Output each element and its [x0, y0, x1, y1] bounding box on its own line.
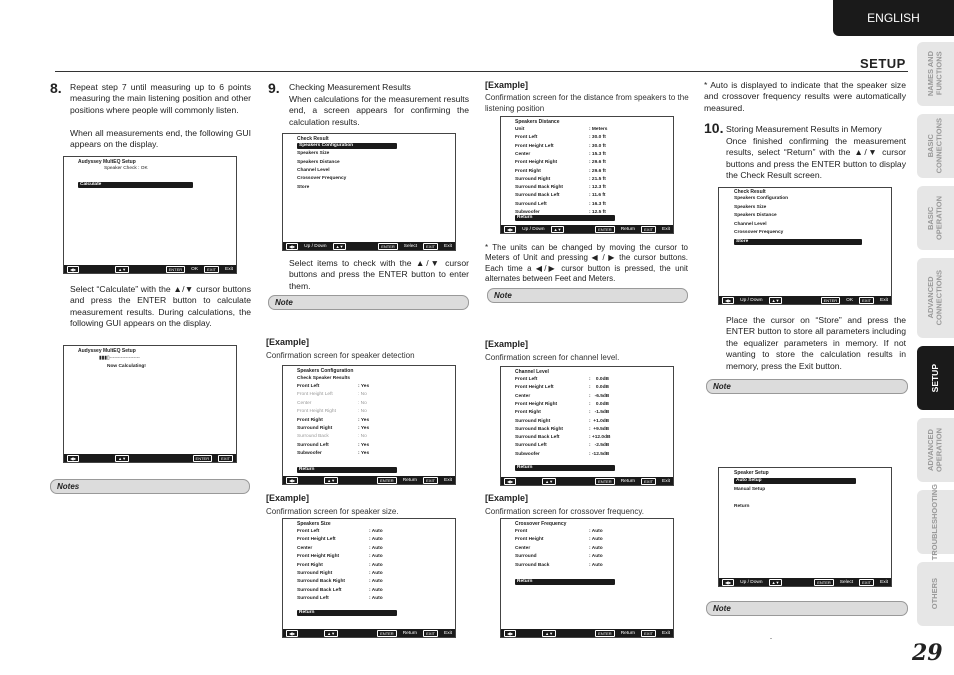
menu-item[interactable]: Channel Level — [734, 221, 767, 227]
exit-label: Exit — [662, 478, 670, 484]
side-tab-advanced-connections[interactable] — [917, 258, 954, 338]
row-value: : No — [358, 392, 367, 398]
step-8-select-text: Select “Calculate” with the ▲/▼ cursor buttons and press the ENTER button to calculate measurement results. During calculations, the following GUI appears on the display. — [70, 284, 251, 329]
step-9-number: 9. — [268, 80, 280, 96]
row-label: Front Height — [515, 537, 544, 543]
side-tab-label: TROUBLESHOOTING — [930, 483, 940, 561]
step-10-heading: Storing Measurement Results in Memory — [726, 124, 882, 134]
row-label: Surround Left — [297, 596, 329, 602]
example-caption: Confirmation screen for channel level. — [485, 353, 620, 362]
side-tab-setup[interactable] — [917, 346, 954, 410]
menu-item[interactable]: Auto Setup — [734, 478, 856, 484]
ok-label: OK — [191, 266, 199, 272]
row-value: : +12.0dB — [589, 435, 611, 441]
screen-title: Channel Level — [515, 369, 549, 375]
row-label: Surround Left — [515, 443, 547, 449]
return-label: Return — [402, 630, 418, 636]
calculate-screen — [63, 156, 237, 274]
title-divider — [55, 71, 908, 72]
row-label: Center — [297, 400, 312, 406]
side-tab-label: BASIC OPERATION — [926, 195, 944, 241]
row-label: Surround Back Left — [297, 587, 342, 593]
speaker-setup-screen — [718, 467, 892, 587]
side-tab-others[interactable] — [917, 562, 954, 626]
row-label: Subwoofer — [297, 451, 322, 457]
row-label: Front Height Right — [297, 554, 340, 560]
step-9-heading: Checking Measurement Results — [289, 82, 411, 92]
row-label: Center — [515, 545, 531, 551]
row-value: : No — [358, 434, 367, 440]
exit-label: Exit — [444, 243, 452, 249]
arrow-key: ◀▶ — [504, 630, 516, 637]
step-8-number: 8. — [50, 80, 62, 96]
side-tab-label: BASIC CONNECTIONS — [926, 118, 944, 174]
exit-key: EXIT — [423, 477, 438, 484]
row-label: Surround Right — [297, 426, 333, 431]
enter-key: ENTER — [377, 630, 397, 637]
row-label: Surround Back — [297, 434, 329, 440]
calculating-screen — [63, 345, 237, 463]
return-label: Return — [620, 630, 636, 636]
row-label: Front Height Left — [297, 392, 333, 398]
screen-title: Speakers Size — [297, 521, 331, 527]
row-label: Front Left — [297, 529, 320, 534]
distance-footnote: * The units can be changed by moving the cursor to Meters of Unit and pressing ◀ / ▶ the cursor buttons. Each time a ◀/▶ cursor button is pressed, the unit alternates between Feet and Meters. — [485, 243, 688, 284]
screen-title: Audyssey MultEQ Setup — [78, 159, 136, 165]
screen-status-bar — [283, 629, 455, 637]
row-label: Front Height Left — [515, 385, 554, 391]
calculate-item[interactable]: Calculate — [78, 182, 193, 188]
row-value: : +9.5dB — [589, 426, 610, 432]
enter-key: ENTER — [595, 478, 615, 485]
screen-title: Speakers Distance — [515, 119, 560, 125]
row-value: : 0.0dB — [589, 385, 609, 391]
row-value: : 21.5 ft — [589, 176, 606, 182]
row-value: : Auto — [369, 545, 383, 551]
row-value: : +1.0dB — [589, 418, 610, 424]
menu-item[interactable]: Store — [297, 184, 310, 190]
row-label: Surround Back Left — [515, 193, 560, 199]
auto-footnote: * Auto is displayed to indicate that the speaker size and crossover frequency results were automatically measured. — [704, 80, 906, 113]
row-label: Front Right — [515, 168, 541, 174]
row-value: : Auto — [369, 537, 383, 543]
row-value: : 12.3 ft — [589, 185, 606, 191]
note-bar-step9: Note — [268, 295, 469, 310]
updown-key: ▲▼ — [542, 478, 556, 485]
row-value: : -2.5dB — [589, 443, 610, 449]
row-label: Front Left — [515, 377, 538, 382]
return-item[interactable]: Return — [515, 579, 615, 585]
row-label: Center — [297, 545, 313, 551]
menu-item[interactable]: Speakers Distance — [734, 213, 777, 218]
side-tab-basic-operation[interactable] — [917, 186, 954, 250]
enter-key: ENTER — [595, 226, 615, 233]
progress-bar: ▮▮▮▯------------------- — [99, 356, 140, 361]
row-value: : Auto — [369, 562, 383, 568]
screen-status-bar: ◀▶ Up / Down ▲▼ ENTER OK EXIT Exit — [719, 296, 891, 304]
step-8-text-2: When all measurements end, the following GUI appears on the display. — [70, 128, 251, 150]
screen-status-bar: ◀▶ ▲▼ ENTER OK EXIT Exit — [64, 265, 236, 273]
enter-key: ENTER — [595, 630, 615, 637]
row-label: Surround Back Right — [297, 579, 345, 585]
row-value: : Auto — [589, 529, 603, 534]
example-caption: Confirmation screen for speaker detection — [266, 351, 415, 360]
arrow-key: ◀▶ — [286, 630, 298, 637]
check-result-screen — [282, 133, 456, 251]
arrow-key: ◀▶ — [504, 226, 516, 233]
updown-label: Up / Down — [740, 297, 763, 303]
row-label: Front Height Right — [297, 409, 336, 415]
row-value: : Auto — [369, 587, 383, 593]
step-10-text: Once finished confirming the measurement results, select “Return” with the ▲/▼ cursor buttons and press the ENTER button to display the Check Result screen. — [726, 136, 906, 181]
row-label: Unit — [515, 127, 525, 132]
row-label: Surround Left — [297, 442, 329, 448]
row-label: Front Left — [297, 384, 320, 389]
exit-key: EXIT — [641, 630, 656, 637]
updown-label: Up / Down — [740, 579, 763, 585]
language-tab: ENGLISH — [833, 0, 954, 36]
channel-level-screen — [500, 366, 674, 486]
row-value: : 0.0dB — [589, 401, 609, 407]
menu-item[interactable]: Crossover Frequency — [734, 230, 784, 235]
exit-label: Exit — [444, 630, 452, 636]
notes-bar: Notes — [50, 479, 250, 494]
screen-status-bar — [501, 629, 673, 637]
row-label: Surround Right — [515, 418, 551, 424]
note-bar-distance: Note — [487, 288, 688, 303]
row-label: Surround Back Right — [515, 426, 563, 432]
ok-label: OK — [846, 297, 854, 303]
example-heading: [Example] — [266, 493, 310, 503]
updown-key: ▲▼ — [324, 630, 338, 637]
row-value: : No — [358, 409, 367, 415]
row-value: : 12.5 ft — [589, 210, 606, 215]
row-value: : Auto — [589, 554, 603, 560]
return-label: Return — [402, 477, 418, 483]
screen-status-bar — [283, 476, 455, 484]
row-label: Center — [515, 151, 531, 157]
example-heading: [Example] — [485, 339, 529, 349]
enter-key: ENTER — [377, 477, 397, 484]
row-label: Surround Right — [297, 571, 333, 576]
screen-status-bar — [501, 225, 673, 233]
screen-title: Speaker Setup — [734, 470, 769, 476]
row-value: : Yes — [358, 426, 370, 431]
row-value: : Yes — [358, 417, 370, 423]
row-value: : No — [358, 400, 367, 406]
row-value: : Auto — [369, 579, 383, 585]
row-label: Subwoofer — [515, 451, 540, 457]
screen-title: Crossover Frequency — [515, 521, 567, 527]
example-caption: Confirmation screen for the distance from speakers to the listening position — [485, 93, 689, 113]
return-label: Return — [620, 226, 636, 232]
side-tab-label: SETUP — [929, 363, 940, 393]
screen-status-bar: ◀▶ Up / Down ▲▼ ENTER Select EXIT Exit — [719, 578, 891, 586]
row-label: Front — [515, 529, 528, 534]
row-value: : Auto — [369, 596, 383, 602]
updown-key: ▲▼ — [551, 226, 565, 233]
row-value: : Yes — [358, 384, 370, 389]
row-label: Front Left — [515, 135, 538, 141]
example-heading: [Example] — [485, 493, 529, 503]
side-tab-label: OTHERS — [930, 578, 940, 610]
crossover-screen — [500, 518, 674, 638]
side-tab-label: ADVANCED CONNECTIONS — [926, 270, 944, 326]
speaker-size-screen — [282, 518, 456, 638]
side-tab-names-and-functions[interactable] — [917, 42, 954, 106]
menu-item[interactable]: Speakers Size — [297, 151, 330, 157]
menu-item[interactable]: Store — [734, 239, 862, 245]
arrow-key: ◀▶ — [504, 478, 516, 485]
row-label: Front Right — [515, 410, 541, 416]
step-9-text: When calculations for the measurement results end, a screen appears for confirming the calculation results. — [289, 94, 469, 127]
exit-key: EXIT — [641, 226, 656, 233]
menu-item[interactable]: Manual Setup — [734, 486, 766, 492]
step-8-text: Repeat step 7 until measuring up to 6 points measuring the main listening position and other positions where people will commonly listen. — [70, 82, 251, 115]
row-value: : Auto — [369, 554, 383, 560]
row-label: Front Height Right — [515, 401, 558, 407]
calculating-line: Now Calculating! — [107, 364, 146, 369]
row-label: Subwoofer — [515, 210, 540, 215]
row-label: Surround Left — [515, 201, 547, 207]
row-value: : Auto — [589, 562, 603, 568]
return-item[interactable]: Return — [515, 465, 615, 471]
updown-label: Up / Down — [522, 226, 545, 232]
side-tab-advanced-operation[interactable] — [917, 418, 954, 482]
return-label: Return — [620, 478, 636, 484]
step-10-number: 10. — [704, 120, 724, 136]
screen-title: Check Result — [734, 189, 766, 195]
side-tab-label: ADVANCED OPERATION — [926, 427, 944, 473]
menu-item[interactable]: Speakers Size — [734, 204, 767, 210]
store-screen — [718, 187, 892, 305]
row-value: : -6.5dB — [589, 393, 610, 399]
row-value: : 15.3 ft — [589, 151, 606, 157]
row-label: Surround Back — [515, 562, 550, 568]
screen-status-bar: ◀▶ Up / Down ▲▼ ENTER Select EXIT Exit — [283, 242, 455, 250]
exit-label: Exit — [444, 477, 452, 483]
row-label: Surround Right — [515, 176, 551, 182]
menu-item[interactable]: Speakers Distance — [297, 159, 340, 165]
row-value: : 29.6 ft — [589, 168, 606, 174]
example-caption: Confirmation screen for speaker size. — [266, 507, 399, 516]
menu-item[interactable]: Return — [734, 504, 750, 509]
side-tab-label: NAMES AND FUNCTIONS — [926, 51, 944, 97]
speaker-check-line: Speaker Check : OK — [104, 166, 148, 171]
step-9-select-text: Select items to check with the ▲/▼ cursor buttons and press the ENTER button to enter them. — [289, 258, 469, 291]
return-item[interactable]: Return — [297, 467, 397, 473]
screen-subtitle: Check Speaker Results — [297, 376, 351, 381]
screen-status-bar — [501, 477, 673, 485]
menu-item[interactable]: Channel Level — [297, 167, 330, 173]
exit-label: Exit — [225, 266, 233, 272]
step-10-store-text: Place the cursor on “Store” and press the ENTER button to store all parameters including the equalizer parameters in memory. If not wanting to store the calculation results in memory, press the Exit button. — [726, 315, 906, 371]
side-tab-basic-connections[interactable] — [917, 114, 954, 178]
example-caption: Confirmation screen for crossover frequency. — [485, 507, 645, 516]
row-label: Surround Back Left — [515, 435, 560, 441]
row-value: : 11.6 ft — [589, 193, 606, 199]
example-heading: [Example] — [266, 337, 310, 347]
row-label: Surround Back Right — [515, 185, 563, 191]
menu-item[interactable]: Crossover Frequency — [297, 176, 347, 182]
exit-key: EXIT — [641, 478, 656, 485]
page-number: 29 — [912, 640, 943, 666]
row-value: : Auto — [369, 571, 383, 576]
row-value: : Auto — [589, 545, 603, 551]
select-label: Select — [839, 579, 854, 585]
menu-item[interactable]: Speakers Configuration — [297, 143, 397, 149]
menu-item[interactable]: Speakers Configuration — [734, 196, 789, 201]
row-value: : 30.0 ft — [589, 135, 606, 141]
section-title: SETUP — [860, 56, 906, 71]
side-tab-troubleshooting[interactable] — [917, 483, 954, 561]
screen-status-bar: ◀▶ ▲▼ ENTER EXIT — [64, 454, 236, 462]
row-label: Front Right — [297, 417, 323, 423]
select-label: Select — [403, 243, 418, 249]
row-value: : Auto — [589, 537, 603, 543]
example-heading: [Example] — [485, 80, 529, 90]
exit-label: Exit — [662, 630, 670, 636]
row-label: Surround — [515, 554, 537, 560]
row-value: : Auto — [369, 529, 383, 534]
row-value: : 0.0dB — [589, 377, 609, 382]
updown-key: ▲▼ — [542, 630, 556, 637]
screen-title: Speakers Configuration — [297, 368, 354, 374]
speaker-detect-screen — [282, 365, 456, 485]
row-value: : -12.5dB — [589, 451, 610, 457]
exit-key: EXIT — [423, 630, 438, 637]
row-value: : 16.3 ft — [589, 201, 606, 207]
screen-title: Check Result — [297, 136, 329, 142]
row-value: : Yes — [358, 442, 370, 448]
row-value: : 30.0 ft — [589, 143, 606, 149]
exit-label: Exit — [662, 226, 670, 232]
row-label: Front Height Left — [297, 537, 336, 543]
row-value: : 29.6 ft — [589, 160, 606, 166]
row-label: Center — [515, 393, 531, 399]
speaker-distance-screen — [500, 116, 674, 234]
updown-key: ▲▼ — [324, 477, 338, 484]
exit-label: Exit — [880, 297, 888, 303]
row-value: : Yes — [358, 451, 370, 457]
updown-label: Up / Down — [304, 243, 327, 249]
note-bar-final: Note — [706, 601, 908, 616]
return-item[interactable]: Return — [515, 215, 615, 221]
row-label: Front Height Left — [515, 143, 554, 149]
screen-title: Audyssey MultEQ Setup — [78, 348, 136, 354]
note-bar-step10: Note — [706, 379, 908, 394]
row-value: : Meters — [589, 127, 608, 132]
return-item[interactable]: Return — [297, 610, 397, 616]
page-mark: - — [770, 636, 772, 642]
row-value: : -1.5dB — [589, 410, 610, 416]
row-label: Front Right — [297, 562, 323, 568]
exit-label: Exit — [880, 579, 888, 585]
arrow-key: ◀▶ — [286, 477, 298, 484]
row-label: Front Height Right — [515, 160, 558, 166]
